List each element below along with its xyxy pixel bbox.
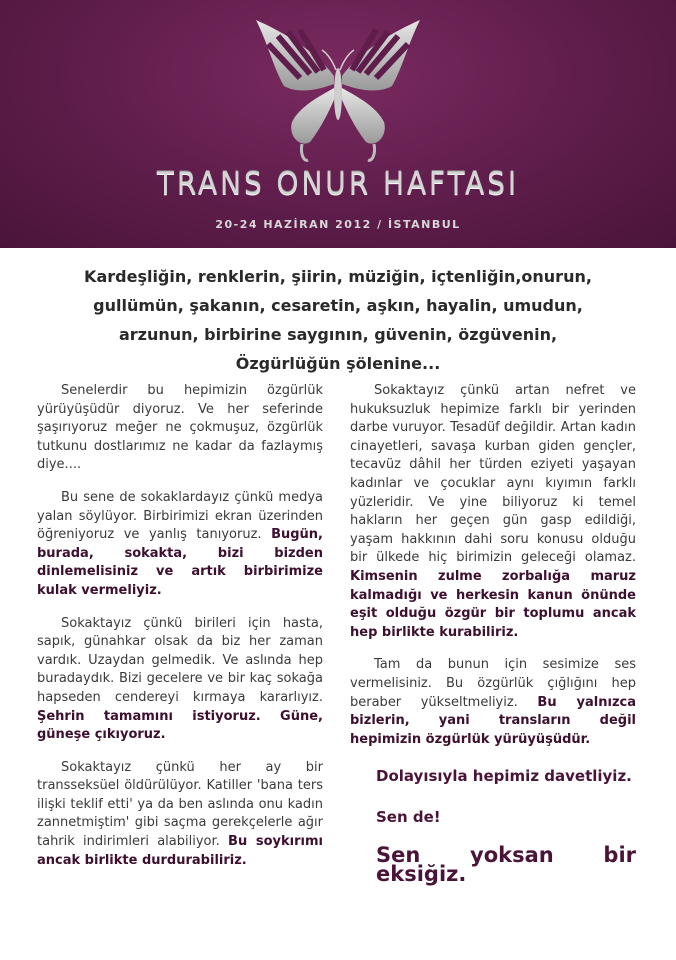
- closing-you-too: Sen de!: [376, 807, 441, 826]
- paragraph-emphasis: Bu yalnızca bizlerin, yani transların değil hepimizin özgürlük yürüyüşüdür.: [350, 694, 636, 747]
- paragraph: [37, 759, 323, 871]
- event-title: TRANS ONUR HAFTASI: [156, 166, 520, 202]
- intro-heading: [40, 262, 636, 378]
- paragraph-text: Sokaktayız çünkü artan nefret ve hukuksuzluk hepimize farklı bir yerinden darbe vuruyor. Tesadüf değildir. Artan kadın cinayetleri, savaşa kurban giden gençler, tecavüz dâhil her türden eziyeti yaşayan kadınlar ve çocuklar aynı kıyımın farklı yüzleridir. Ve yine biliyoruz ki temel hakların her geçen gün gasp edildiği, yaşam hakkının dahi soru konusu olduğu bir ülkede hiç birimizin geleceği olamaz.: [350, 383, 636, 566]
- paragraph-emphasis: Şehrin tamamını istiyoruz. Güne, güneşe çıkıyoruz.: [37, 708, 323, 743]
- paragraph-text: Sokaktayız çünkü her ay bir transseksüel öldürülüyor. Katiller 'bana ters ilişki teklif etti' ya da ben aslında onu kadın zannetmiştim' gibi saçma gerekçelerle ağır tahrik indirimleri alabiliyor.: [37, 759, 323, 850]
- paragraph: [350, 656, 636, 749]
- closing-slogan: Sen yoksan bir eksiğiz.: [376, 843, 636, 887]
- intro-line: gullümün, şakanın, cesaretin, aşkın, hayalin, umudun,: [93, 296, 583, 315]
- butterfly-icon: [248, 14, 428, 164]
- intro-line: Kardeşliğin, renklerin, şiirin, müziğin, içtenliğin,onurun,: [84, 267, 592, 286]
- paragraph: Senelerdir bu hepimizin özgürlük yürüyüşüdür diyoruz. Ve her seferinde şaşırıyoruz meğer ne çokmuşuz, özgürlük tutkunu dostlarımız ne kadar da fazlaymış diye....: [37, 383, 323, 473]
- paragraph-text: Tam da bunun için sesimize ses vermelisiniz. Bu özgürlük çığlığını hep beraber yükseltmeliyiz.: [350, 657, 636, 710]
- paragraph: [37, 615, 323, 745]
- paragraph-text: Sokaktayız çünkü birileri için hasta, sapık, günahkar olsak da biz her zaman vardık. Uzaydan gelmedik. Ve aslında hep buradaydık. Bizi gecelere ve bir kaç sokağa hapseden cendereyi kırmaya kararlıyız.: [37, 615, 323, 705]
- paragraph-text: Bu sene de sokaklardayız çünkü medya yalan söylüyor. Birbirimizi ekran üzerinden öğreniyoruz ve yanlış tanıyoruz.: [37, 489, 323, 543]
- paragraph: [350, 382, 636, 642]
- intro-line: Özgürlüğün şölenine...: [235, 354, 441, 373]
- paragraph: [37, 489, 323, 601]
- closing-invitation: Dolayısıyla hepimiz davetliyiz.: [376, 767, 632, 786]
- paragraph-emphasis: Bu soykırımı ancak birlikte durdurabiliriz.: [37, 834, 323, 868]
- intro-line: arzunun, birbirine saygının, güvenin, özgüvenin,: [118, 325, 558, 344]
- header-banner: [0, 0, 676, 248]
- left-column: [37, 382, 323, 884]
- paragraph-emphasis: Kimsenin zulme zorbalığa maruz kalmadığı ve herkesin kanun önünde eşit olduğu özgür bir toplumu ancak hep birlikte kurabiliriz.: [350, 568, 636, 640]
- event-date-location: 20-24 HAZİRAN 2012 / İSTANBUL: [215, 218, 461, 231]
- right-column: [350, 382, 636, 898]
- paragraph-emphasis: Bugün, burada, sokakta, bizi bizden dinlemelisiniz ve artık birbirimize kulak vermeliyiz.: [37, 527, 323, 598]
